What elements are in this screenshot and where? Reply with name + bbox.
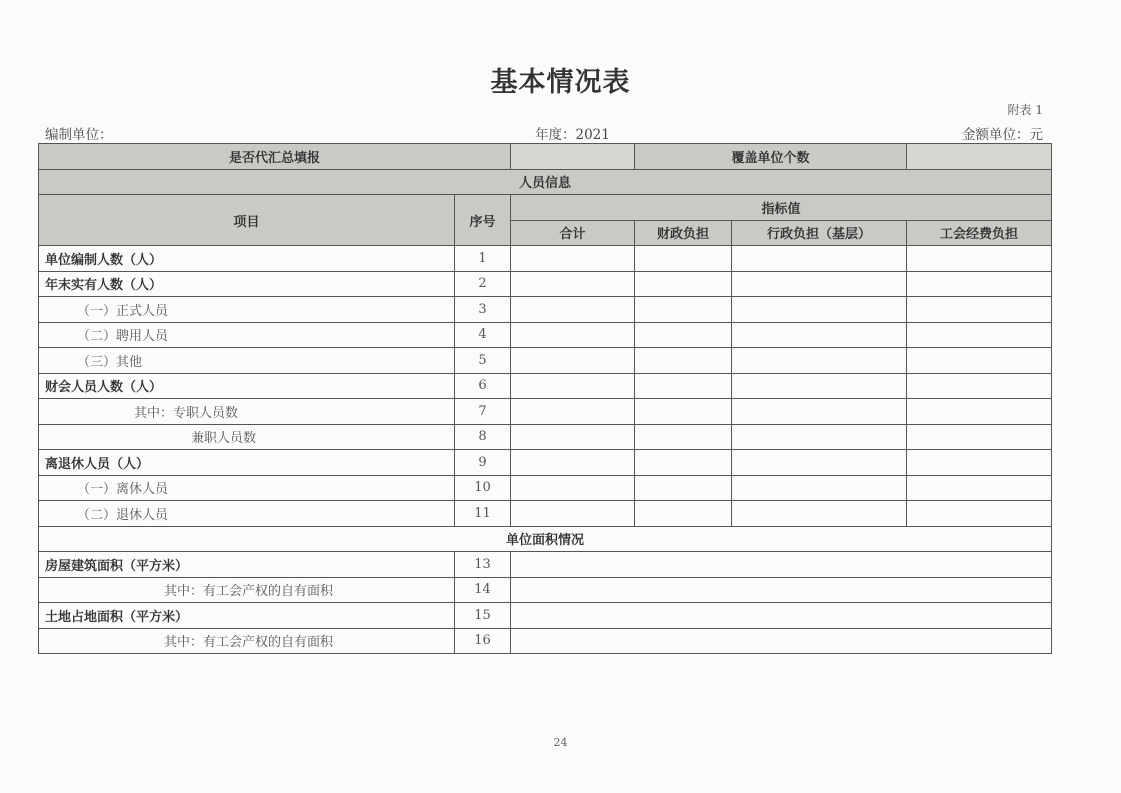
union-cell[interactable]	[907, 399, 1052, 425]
currency-unit-label: 金额单位：元	[962, 127, 1043, 143]
admin-cell[interactable]	[732, 475, 907, 501]
row-label: 其中：专职人员数	[39, 399, 455, 425]
fiscal-cell[interactable]	[635, 501, 732, 527]
admin-cell[interactable]	[732, 271, 907, 297]
area-value-cell[interactable]	[511, 552, 1052, 578]
admin-cell[interactable]	[732, 322, 907, 348]
page-number: 24	[553, 736, 568, 749]
total-cell[interactable]	[511, 501, 635, 527]
col-seq-header: 序号	[455, 195, 511, 246]
admin-cell[interactable]	[732, 501, 907, 527]
row-seq: 15	[455, 603, 511, 629]
row-seq: 9	[455, 450, 511, 476]
summary-label: 是否代汇总填报	[39, 144, 511, 170]
row-label: 财会人员人数（人）	[39, 373, 455, 399]
union-cell[interactable]	[907, 373, 1052, 399]
union-cell[interactable]	[907, 297, 1052, 323]
area-value-cell[interactable]	[511, 603, 1052, 629]
coverage-label: 覆盖单位个数	[635, 144, 907, 170]
total-cell[interactable]	[511, 424, 635, 450]
table-row	[39, 322, 1052, 348]
admin-cell[interactable]	[732, 297, 907, 323]
page-title: 基本情况表	[490, 67, 631, 98]
fiscal-cell[interactable]	[635, 399, 732, 425]
fiscal-cell[interactable]	[635, 348, 732, 374]
table-row	[39, 501, 1052, 527]
union-cell[interactable]	[907, 271, 1052, 297]
union-cell[interactable]	[907, 475, 1052, 501]
header-row-1	[39, 195, 1052, 221]
table-row	[39, 297, 1052, 323]
row-label: （一）离休人员	[39, 475, 455, 501]
table-row	[39, 603, 1052, 629]
table-row	[39, 450, 1052, 476]
row-label: （一）正式人员	[39, 297, 455, 323]
total-cell[interactable]	[511, 450, 635, 476]
row-seq: 7	[455, 399, 511, 425]
total-cell[interactable]	[511, 373, 635, 399]
table-row	[39, 348, 1052, 374]
total-cell[interactable]	[511, 297, 635, 323]
row-label: 离退休人员（人）	[39, 450, 455, 476]
area-value-cell[interactable]	[511, 628, 1052, 654]
row-seq: 4	[455, 322, 511, 348]
table-row	[39, 552, 1052, 578]
area-section-title: 单位面积情况	[39, 526, 1052, 552]
union-cell[interactable]	[907, 424, 1052, 450]
col-admin-header: 行政负担（基层）	[732, 220, 907, 246]
total-cell[interactable]	[511, 271, 635, 297]
row-seq: 6	[455, 373, 511, 399]
row-label: 其中：有工会产权的自有面积	[39, 628, 455, 654]
coverage-value-cell[interactable]	[907, 144, 1052, 170]
total-cell[interactable]	[511, 348, 635, 374]
row-seq: 14	[455, 577, 511, 603]
row-label: （二）退休人员	[39, 501, 455, 527]
area-section-row	[39, 526, 1052, 552]
summary-value-cell[interactable]	[511, 144, 635, 170]
basic-info-table	[38, 143, 1052, 654]
union-cell[interactable]	[907, 501, 1052, 527]
fiscal-cell[interactable]	[635, 271, 732, 297]
row-label: 兼职人员数	[39, 424, 455, 450]
total-cell[interactable]	[511, 399, 635, 425]
total-cell[interactable]	[511, 475, 635, 501]
personnel-section-title: 人员信息	[39, 169, 1052, 195]
union-cell[interactable]	[907, 322, 1052, 348]
row-seq: 10	[455, 475, 511, 501]
table-row	[39, 628, 1052, 654]
fiscal-cell[interactable]	[635, 475, 732, 501]
admin-cell[interactable]	[732, 348, 907, 374]
union-cell[interactable]	[907, 450, 1052, 476]
admin-cell[interactable]	[732, 399, 907, 425]
row-label: 房屋建筑面积（平方米）	[39, 552, 455, 578]
summary-row	[39, 144, 1052, 170]
row-seq: 16	[455, 628, 511, 654]
col-total-header: 合计	[511, 220, 635, 246]
fiscal-cell[interactable]	[635, 246, 732, 272]
row-label: 其中：有工会产权的自有面积	[39, 577, 455, 603]
compiling-unit-label: 编制单位：	[45, 127, 113, 143]
row-seq: 5	[455, 348, 511, 374]
row-seq: 11	[455, 501, 511, 527]
row-label: 年末实有人数（人）	[39, 271, 455, 297]
row-seq: 3	[455, 297, 511, 323]
union-cell[interactable]	[907, 246, 1052, 272]
row-seq: 1	[455, 246, 511, 272]
table-row	[39, 399, 1052, 425]
area-value-cell[interactable]	[511, 577, 1052, 603]
admin-cell[interactable]	[732, 450, 907, 476]
fiscal-cell[interactable]	[635, 450, 732, 476]
table-row	[39, 271, 1052, 297]
total-cell[interactable]	[511, 322, 635, 348]
admin-cell[interactable]	[732, 246, 907, 272]
table-row	[39, 475, 1052, 501]
fiscal-cell[interactable]	[635, 297, 732, 323]
row-seq: 13	[455, 552, 511, 578]
row-label: 土地占地面积（平方米）	[39, 603, 455, 629]
col-union-header: 工会经费负担	[907, 220, 1052, 246]
fiscal-cell[interactable]	[635, 373, 732, 399]
fiscal-cell[interactable]	[635, 424, 732, 450]
row-label: （二）聘用人员	[39, 322, 455, 348]
total-cell[interactable]	[511, 246, 635, 272]
table-row	[39, 373, 1052, 399]
admin-cell[interactable]	[732, 373, 907, 399]
year-label: 年度：2021	[535, 127, 610, 143]
union-cell[interactable]	[907, 348, 1052, 374]
col-fiscal-header: 财政负担	[635, 220, 732, 246]
row-label: （三）其他	[39, 348, 455, 374]
admin-cell[interactable]	[732, 424, 907, 450]
row-seq: 2	[455, 271, 511, 297]
row-seq: 8	[455, 424, 511, 450]
attachment-label: 附表 1	[1007, 103, 1043, 117]
col-indicator-header: 指标值	[511, 195, 1052, 221]
table-row	[39, 246, 1052, 272]
fiscal-cell[interactable]	[635, 322, 732, 348]
personnel-section-row	[39, 169, 1052, 195]
row-label: 单位编制人数（人）	[39, 246, 455, 272]
col-item-header: 项目	[39, 195, 455, 246]
table-row	[39, 424, 1052, 450]
table-row	[39, 577, 1052, 603]
